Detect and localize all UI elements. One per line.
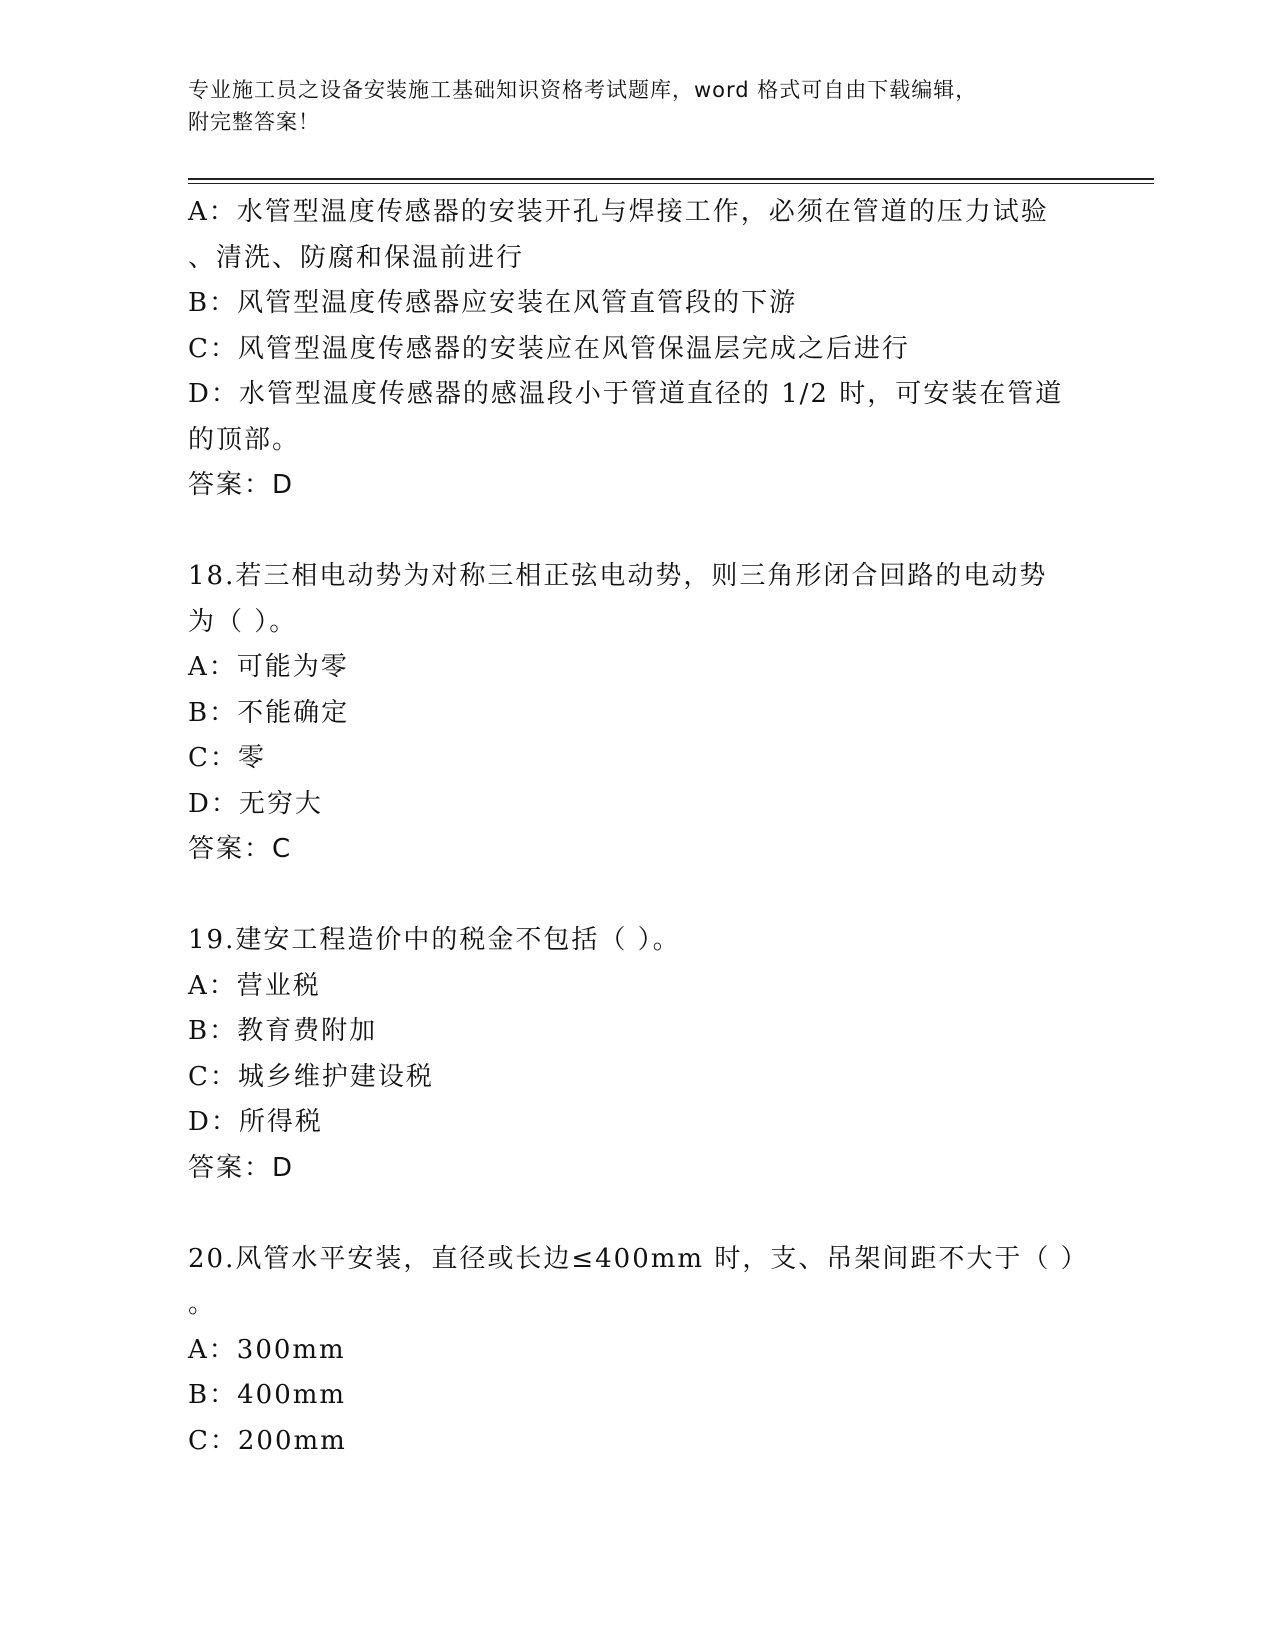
question-list [188,190,1088,1464]
spacer [188,1191,1088,1237]
question-stem-line-2: 。 [188,1289,217,1319]
header-divider-thin [188,183,1154,184]
question-19 [188,918,1088,1191]
option-c: C：零 [188,743,266,773]
option-a-line-1: A：水管型温度传感器的安装开孔与焊接工作，必须在管道的压力试验 [188,197,1049,227]
option-a: A：300mm [188,1334,346,1365]
question-17 [188,190,1088,509]
answer: 答案：D [188,1152,295,1183]
option-c: C：风管型温度传感器的安装应在风管保温层完成之后进行 [188,333,910,364]
question-stem-line-1: 18.若三相电动势为对称三相正弦电动势，则三角形闭合回路的电动势 [188,561,1048,591]
document-header [188,74,1088,138]
question-stem: 19.建安工程造价中的税金不包括（ ）。 [188,925,681,955]
option-b: B：教育费附加 [188,1016,378,1046]
spacer [188,509,1088,555]
header-line-2: 附完整答案！ [188,110,320,134]
option-d: D：无穷大 [188,788,323,819]
option-d: D：所得税 [188,1107,323,1137]
question-20 [188,1237,1088,1465]
option-c: C：城乡维护建设税 [188,1061,434,1092]
question-18 [188,554,1088,873]
option-b: B：风管型温度传感器应安装在风管直管段的下游 [188,288,798,318]
option-b: B：不能确定 [188,697,350,728]
option-a: A：可能为零 [188,652,349,682]
option-a: A：营业税 [188,970,321,1001]
option-b: B：400mm [188,1380,347,1410]
answer: 答案：C [188,834,293,864]
answer: 答案：D [188,470,295,500]
option-c: C：200mm [188,1425,347,1456]
spacer [188,873,1088,919]
option-a-line-2: 、清洗、防腐和保温前进行 [188,242,525,273]
header-divider-thick [188,178,1154,180]
option-d-line-2: 的顶部。 [188,424,301,455]
question-stem-line-2: 为（ ）。 [188,606,298,637]
question-stem-line-1: 20.风管水平安装，直径或长边≤400mm 时，支、吊架间距不大于（ ） [188,1243,1089,1274]
option-d-line-1: D：水管型温度传感器的感温段小于管道直径的 1/2 时，可安装在管道 [188,379,1064,409]
header-line-1: 专业施工员之设备安装施工基础知识资格考试题库，word 格式可自由下载编辑， [188,78,978,102]
